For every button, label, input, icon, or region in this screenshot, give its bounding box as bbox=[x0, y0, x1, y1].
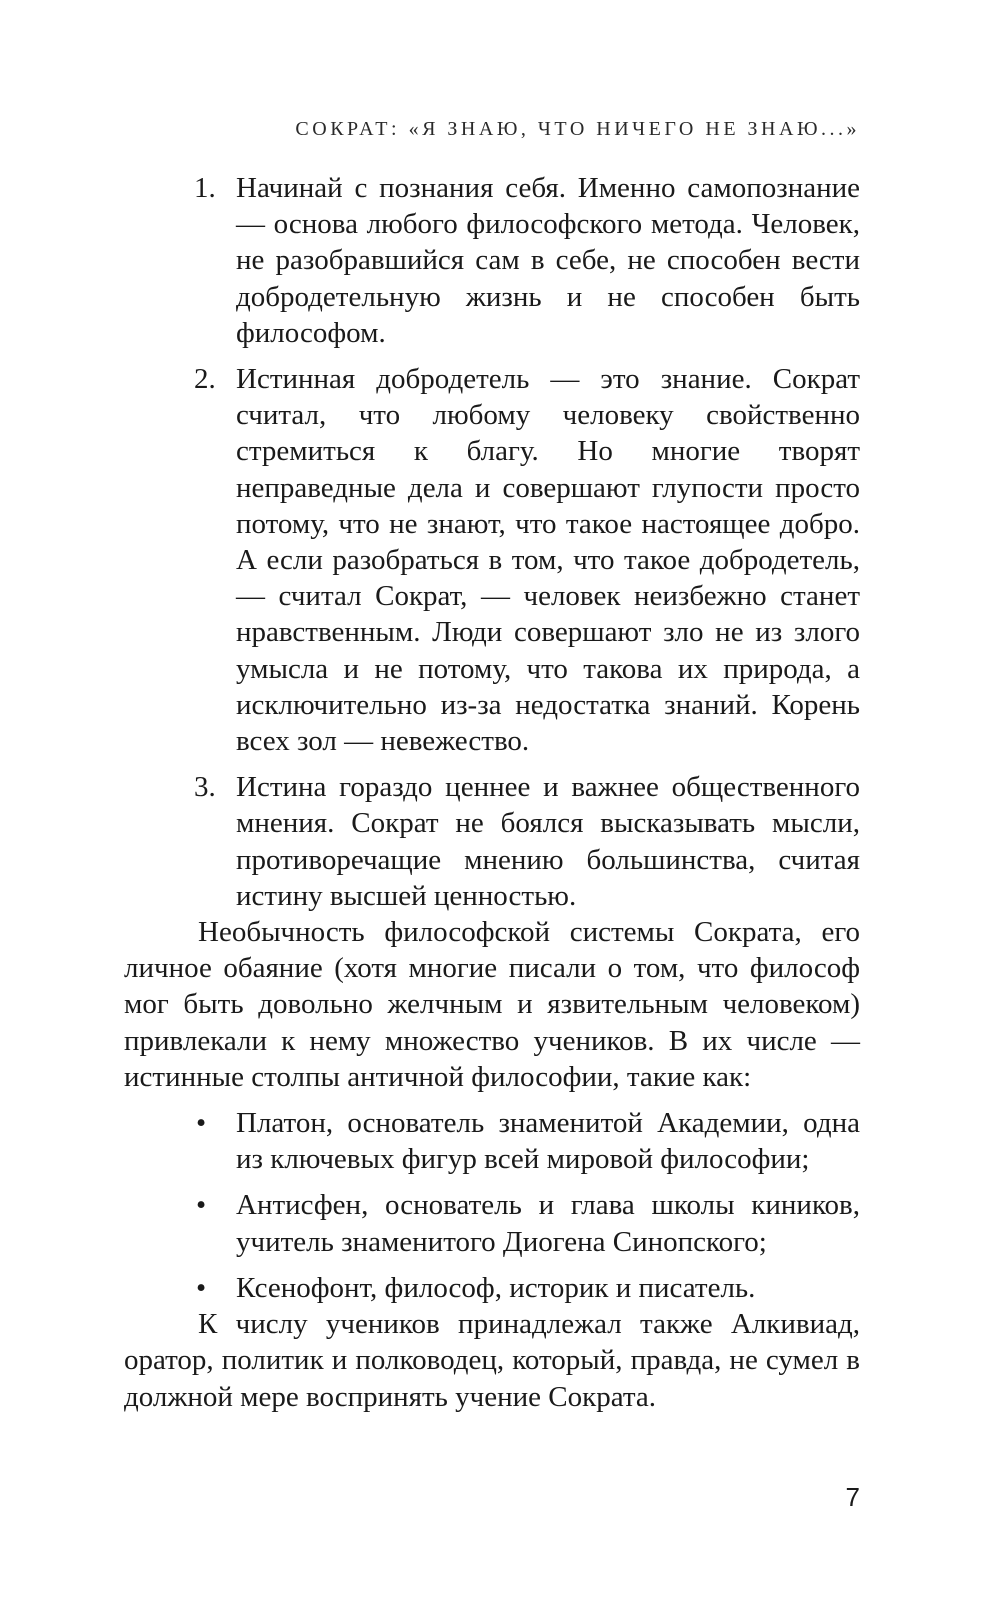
list-item-text: Ксенофонт, философ, историк и писатель. bbox=[236, 1271, 756, 1304]
bullet-icon: • bbox=[196, 1271, 207, 1304]
paragraph-students: Необычность философской системы Сократа, его личное обаяние (хотя многие писали о том, что философ мог быть довольно желчным и язвительным человеком) привлекали к нему множество учеников. В их числе — истинные столпы античной философии, такие как: bbox=[124, 916, 860, 1093]
running-header: СОКРАТ: «Я ЗНАЮ, ЧТО НИЧЕГО НЕ ЗНАЮ...» bbox=[295, 118, 860, 140]
list-item bbox=[124, 1270, 860, 1306]
page-body bbox=[124, 170, 860, 1415]
bullet-icon: • bbox=[196, 1189, 207, 1222]
paragraph-alcibiades: К числу учеников принадлежал также Алкивиад, оратор, политик и полководец, который, правда, не сумел в должной мере воспринять учение Сократа. bbox=[124, 1308, 860, 1413]
list-item bbox=[124, 361, 860, 759]
numbered-list bbox=[124, 170, 860, 914]
list-number: 1. bbox=[194, 172, 216, 204]
bullet-list bbox=[124, 1105, 860, 1306]
list-item bbox=[124, 1187, 860, 1259]
list-number: 2. bbox=[194, 363, 216, 396]
list-item bbox=[124, 769, 860, 914]
list-item bbox=[124, 170, 860, 351]
bullet-icon: • bbox=[196, 1107, 207, 1140]
list-item-text: Платон, основатель знаменитой Академии, одна из ключевых фигур всей мировой философии; bbox=[236, 1107, 860, 1176]
list-item-text: Истина гораздо ценнее и важнее общественного мнения. Сократ не боялся высказывать мысли, противоречащие мнению большинства, считая истину высшей ценностью. bbox=[236, 771, 860, 912]
page-number: 7 bbox=[845, 1482, 860, 1512]
list-item-text: Антисфен, основатель и глава школы киников, учитель знаменитого Диогена Синопского; bbox=[236, 1189, 860, 1258]
list-item-text: Начинай с познания себя. Именно самопознание — основа любого философского метода. Человек, не разобравшийся сам в себе, не способен вести добродетельную жизнь и не способен быть философом. bbox=[236, 172, 860, 349]
list-item-text: Истинная добродетель — это знание. Сократ считал, что любому человеку свойственно стремиться к благу. Но многие творят неправедные дела и совершают глупости просто потому, что не знают, что такое настоящее добро. А если разобраться в том, что такое добродетель, — считал Сократ, — человек неизбежно станет нравственным. Люди совершают зло не из злого умысла и не потому, что такова их природа, а исключительно из-за недостатка знаний. Корень всех зол — невежество. bbox=[236, 363, 860, 758]
list-number: 3. bbox=[194, 771, 216, 804]
list-item bbox=[124, 1105, 860, 1177]
